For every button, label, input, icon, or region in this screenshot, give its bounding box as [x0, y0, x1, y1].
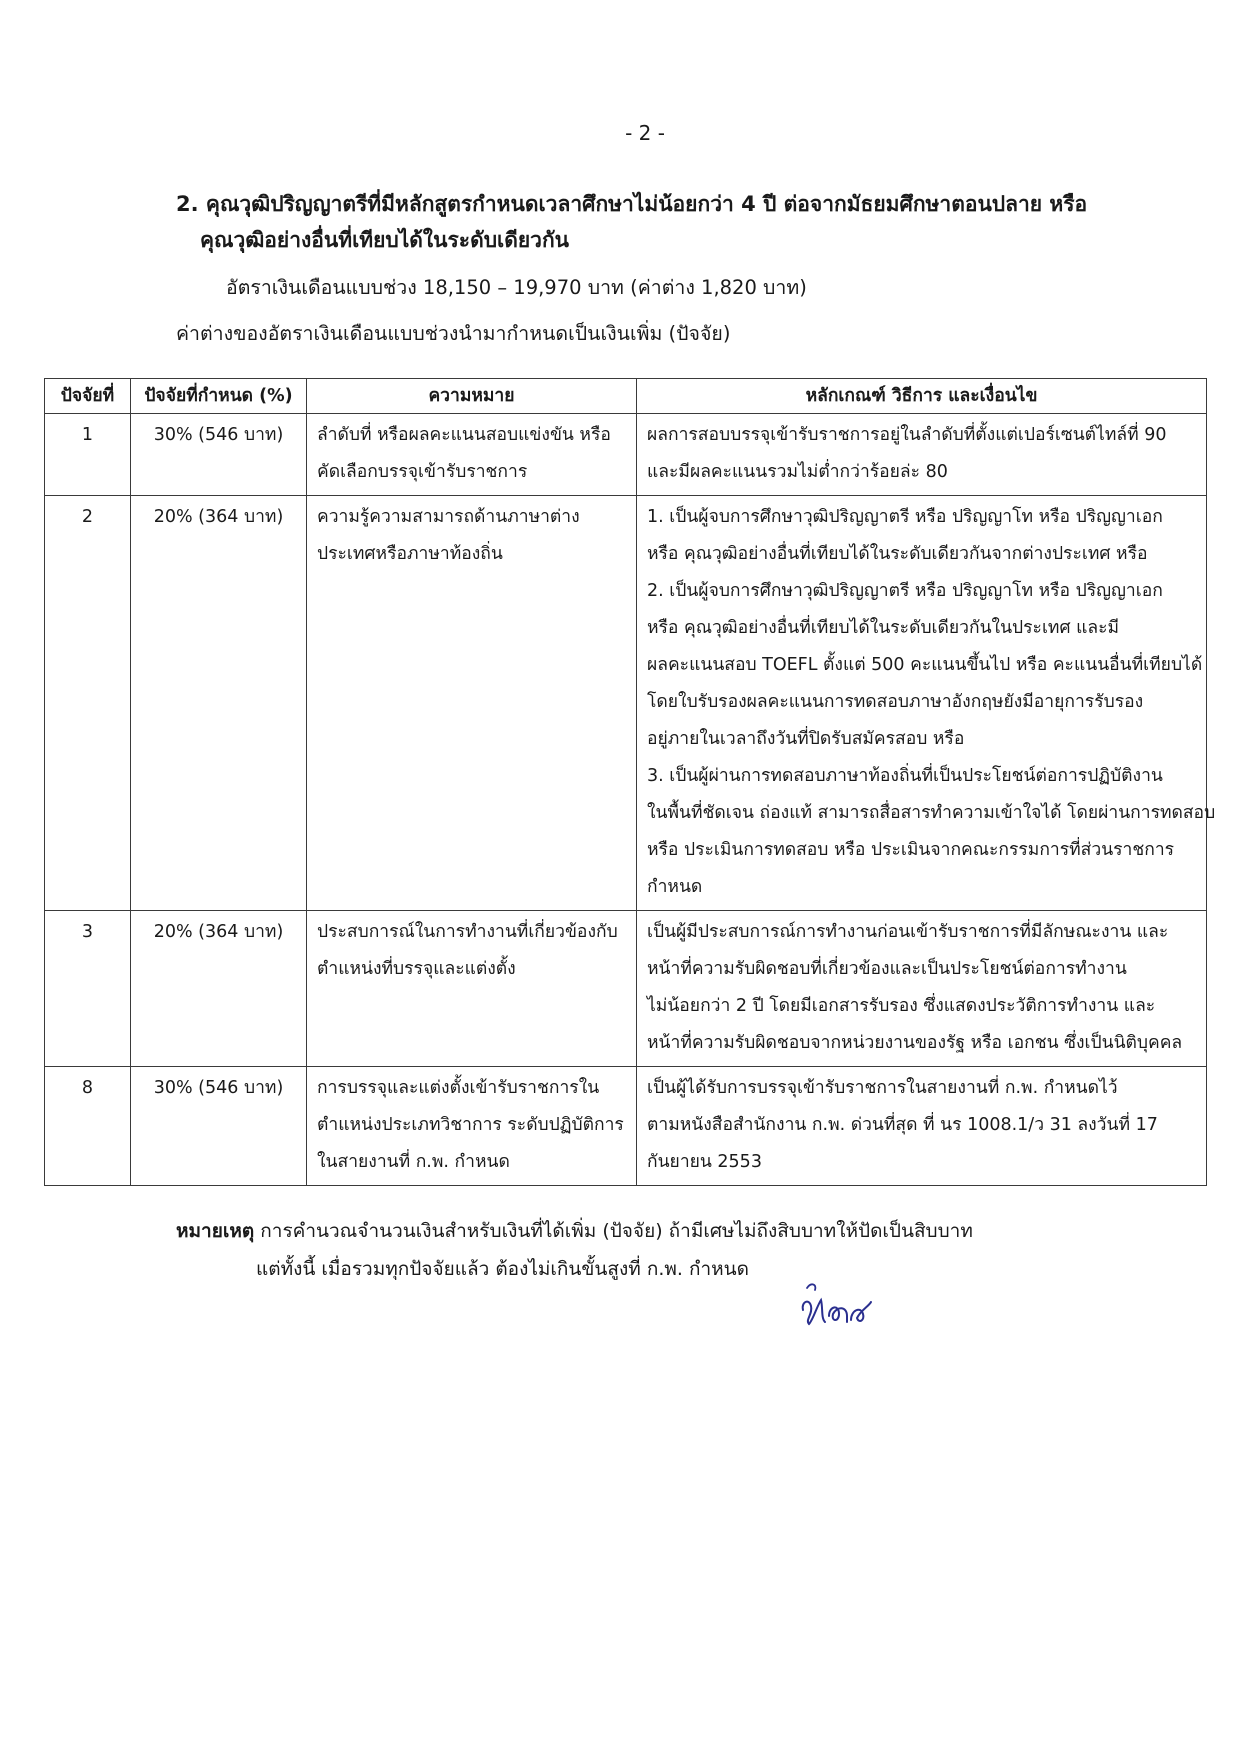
- criteria-line: หน้าที่ความรับผิดชอบจากหน่วยงานของรัฐ หรือ เอกชน ซึ่งเป็นนิติบุคคล: [647, 1033, 1183, 1053]
- header-factor-percent: ปัจจัยที่กำหนด (%): [131, 379, 307, 414]
- factor-meaning: ลำดับที่ หรือผลคะแนนสอบแข่งขัน หรือคัดเลือกบรรจุเข้ารับราชการ: [307, 414, 637, 496]
- remark-label: หมายเหตุ: [176, 1220, 255, 1242]
- criteria-line: หน้าที่ความรับผิดชอบที่เกี่ยวข้องและเป็นประโยชน์ต่อการทำงาน: [647, 959, 1127, 979]
- remark: [176, 1212, 1156, 1288]
- section-heading: [176, 186, 1136, 258]
- factor-meaning: การบรรจุและแต่งตั้งเข้ารับราชการในตำแหน่งประเภทวิชาการ ระดับปฏิบัติการ ในสายงานที่ ก.พ. กำหนด: [307, 1067, 637, 1186]
- criteria-line: โดยใบรับรองผลคะแนนการทดสอบภาษาอังกฤษยังมีอายุการรับรอง: [647, 692, 1144, 712]
- criteria-line: กำหนด: [647, 877, 703, 897]
- factor-criteria: [637, 1067, 1207, 1186]
- factor-criteria: [637, 496, 1216, 911]
- factor-percent: 30% (546 บาท): [131, 1067, 307, 1186]
- handwritten-signature: [795, 1276, 875, 1328]
- heading-line-2: คุณวุฒิอย่างอื่นที่เทียบได้ในระดับเดียวกัน: [200, 228, 570, 252]
- factor-meaning: ความรู้ความสามารถด้านภาษาต่างประเทศหรือภาษาท้องถิ่น: [307, 496, 637, 911]
- factor-percent: 20% (364 บาท): [131, 496, 307, 911]
- table-row: [45, 911, 1207, 1067]
- criteria-line: และมีผลคะแนนรวมไม่ต่ำกว่าร้อยล่ะ 80: [647, 462, 948, 482]
- criteria-line: เป็นผู้มีประสบการณ์การทำงานก่อนเข้ารับราชการที่มีลักษณะงาน และ: [647, 922, 1169, 942]
- criteria-line: ในพื้นที่ชัดเจน ถ่องแท้ สามารถสื่อสารทำความเข้าใจได้ โดยผ่านการทดสอบ: [647, 803, 1216, 823]
- criteria-line: หรือ คุณวุฒิอย่างอื่นที่เทียบได้ในระดับเดียวกันในประเทศ และมี: [647, 618, 1120, 638]
- criteria-line: กันยายน 2553: [647, 1152, 762, 1172]
- table-row: [45, 414, 1207, 496]
- factor-percent: 20% (364 บาท): [131, 911, 307, 1067]
- factor-no: 3: [45, 911, 131, 1067]
- criteria-line: อยู่ภายในเวลาถึงวันที่ปิดรับสมัครสอบ หรือ: [647, 729, 965, 749]
- table-row: [45, 1067, 1207, 1186]
- criteria-line: 1. เป็นผู้จบการศึกษาวุฒิปริญญาตรี หรือ ปริญญาโท หรือ ปริญญาเอก: [647, 507, 1163, 527]
- factor-no: 1: [45, 414, 131, 496]
- heading-line-1: 2. คุณวุฒิปริญญาตรีที่มีหลักสูตรกำหนดเวลาศึกษาไม่น้อยกว่า 4 ปี ต่อจากมัธยมศึกษาตอนปลาย หรือ: [176, 192, 1088, 216]
- factor-criteria: [637, 414, 1207, 496]
- header-meaning: ความหมาย: [307, 379, 637, 414]
- criteria-line: 3. เป็นผู้ผ่านการทดสอบภาษาท้องถิ่นที่เป็นประโยชน์ต่อการปฏิบัติงาน: [647, 766, 1163, 786]
- page-number: - 2 -: [625, 121, 665, 145]
- factor-meaning: ประสบการณ์ในการทำงานที่เกี่ยวข้องกับตำแหน่งที่บรรจุและแต่งตั้ง: [307, 911, 637, 1067]
- criteria-line: ตามหนังสือสำนักงาน ก.พ. ด่วนที่สุด ที่ นร 1008.1/ว 31 ลงวันที่ 17: [647, 1115, 1158, 1135]
- factor-criteria: [637, 911, 1207, 1067]
- table-header-row: [45, 379, 1207, 414]
- criteria-line: ไม่น้อยกว่า 2 ปี โดยมีเอกสารรับรอง ซึ่งแสดงประวัติการทำงาน และ: [647, 996, 1156, 1016]
- salary-range: อัตราเงินเดือนแบบช่วง 18,150 – 19,970 บาท (ค่าต่าง 1,820 บาท): [226, 276, 807, 299]
- criteria-line: เป็นผู้ได้รับการบรรจุเข้ารับราชการในสายงานที่ ก.พ. กำหนดไว้: [647, 1078, 1118, 1098]
- header-factor-no: ปัจจัยที่: [45, 379, 131, 414]
- criteria-line: หรือ คุณวุฒิอย่างอื่นที่เทียบได้ในระดับเดียวกันจากต่างประเทศ หรือ: [647, 544, 1148, 564]
- factor-no: 8: [45, 1067, 131, 1186]
- criteria-line: 2. เป็นผู้จบการศึกษาวุฒิปริญญาตรี หรือ ปริญญาโท หรือ ปริญญาเอก: [647, 581, 1163, 601]
- factor-table: [44, 378, 1216, 1186]
- criteria-line: ผลการสอบบรรจุเข้ารับราชการอยู่ในลำดับที่ตั้งแต่เปอร์เซนต์ไทล์ที่ 90: [647, 425, 1167, 445]
- table-row: [45, 496, 1207, 911]
- criteria-line: ผลคะแนนสอบ TOEFL ตั้งแต่ 500 คะแนนขึ้นไป หรือ คะแนนอื่นที่เทียบได้: [647, 655, 1203, 675]
- criteria-line: หรือ ประเมินการทดสอบ หรือ ประเมินจากคณะกรรมการที่ส่วนราชการ: [647, 840, 1175, 860]
- remark-line-2: แต่ทั้งนี้ เมื่อรวมทุกปัจจัยแล้ว ต้องไม่เกินขั้นสูงที่ ก.พ. กำหนด: [256, 1258, 750, 1280]
- difference-note: ค่าต่างของอัตราเงินเดือนแบบช่วงนำมากำหนดเป็นเงินเพิ่ม (ปัจจัย): [176, 322, 731, 345]
- factor-no: 2: [45, 496, 131, 911]
- header-criteria: หลักเกณฑ์ วิธีการ และเงื่อนไข: [637, 379, 1207, 414]
- remark-line-1: การคำนวณจำนวนเงินสำหรับเงินที่ได้เพิ่ม (ปัจจัย) ถ้ามีเศษไม่ถึงสิบบาทให้ปัดเป็นสิบบาท: [260, 1220, 973, 1242]
- factor-percent: 30% (546 บาท): [131, 414, 307, 496]
